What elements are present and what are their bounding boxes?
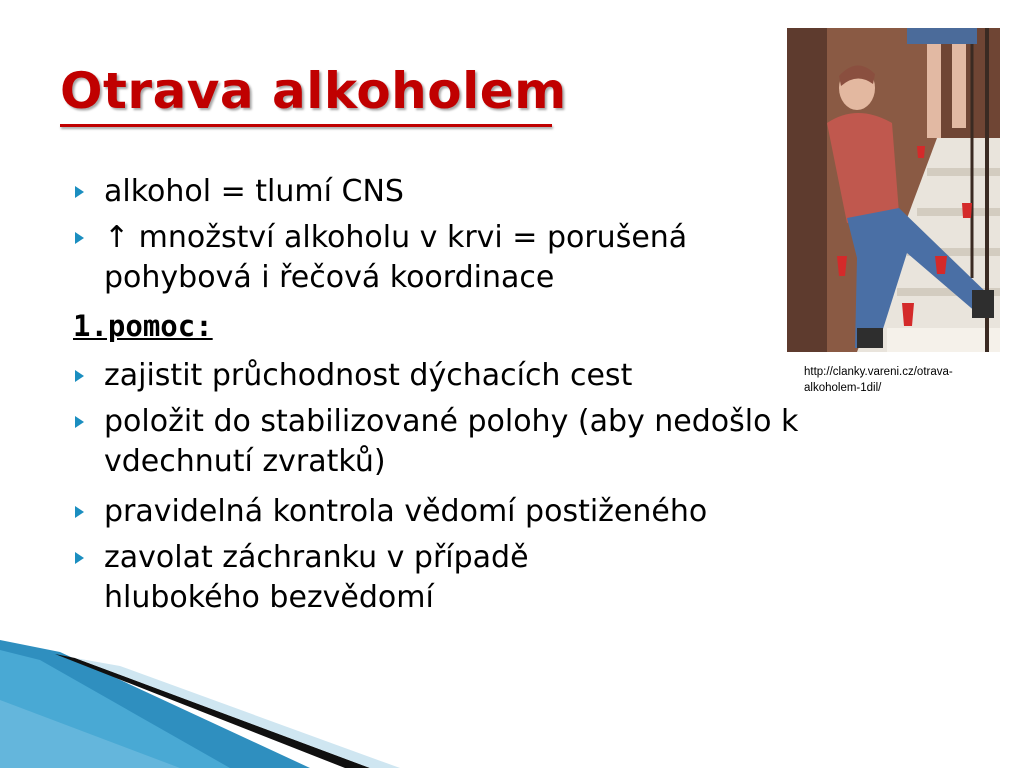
decorative-stripes — [0, 640, 1024, 768]
slide-title: Otrava alkoholem — [60, 62, 567, 120]
bullet-item — [75, 218, 794, 298]
first-aid-heading: 1.pomoc: — [73, 309, 213, 343]
slide-content — [75, 172, 935, 628]
bullet-item — [75, 172, 935, 212]
bullet-item — [75, 356, 935, 396]
bullet-text: položit do stabilizované polohy (aby nedošlo k vdechnutí zvratků) — [104, 404, 799, 479]
bullet-text: alkohol = tlumí CNS — [104, 174, 404, 209]
bullet-item — [75, 402, 949, 482]
bullet-text: zavolat záchranku v případě hlubokého bezvědomí — [104, 540, 529, 615]
bullet-text: zajistit průchodnost dýchacích cest — [104, 358, 633, 393]
bullet-item — [75, 492, 935, 532]
image-source-caption[interactable]: http://clanky.vareni.cz/otrava-alkoholem-1dil/ — [804, 366, 953, 394]
bullet-arrow-icon — [75, 232, 84, 244]
bullet-arrow-icon — [75, 370, 84, 382]
title-underline — [60, 124, 552, 127]
bullet-item — [75, 538, 664, 618]
bullet-text: pravidelná kontrola vědomí postiženého — [104, 494, 708, 529]
bullet-arrow-icon — [75, 552, 84, 564]
bullet-text: ↑ množství alkoholu v krvi = porušená pohybová i řečová koordinace — [104, 220, 688, 295]
bullet-arrow-icon — [75, 416, 84, 428]
bullet-arrow-icon — [75, 186, 84, 198]
bullet-arrow-icon — [75, 506, 84, 518]
